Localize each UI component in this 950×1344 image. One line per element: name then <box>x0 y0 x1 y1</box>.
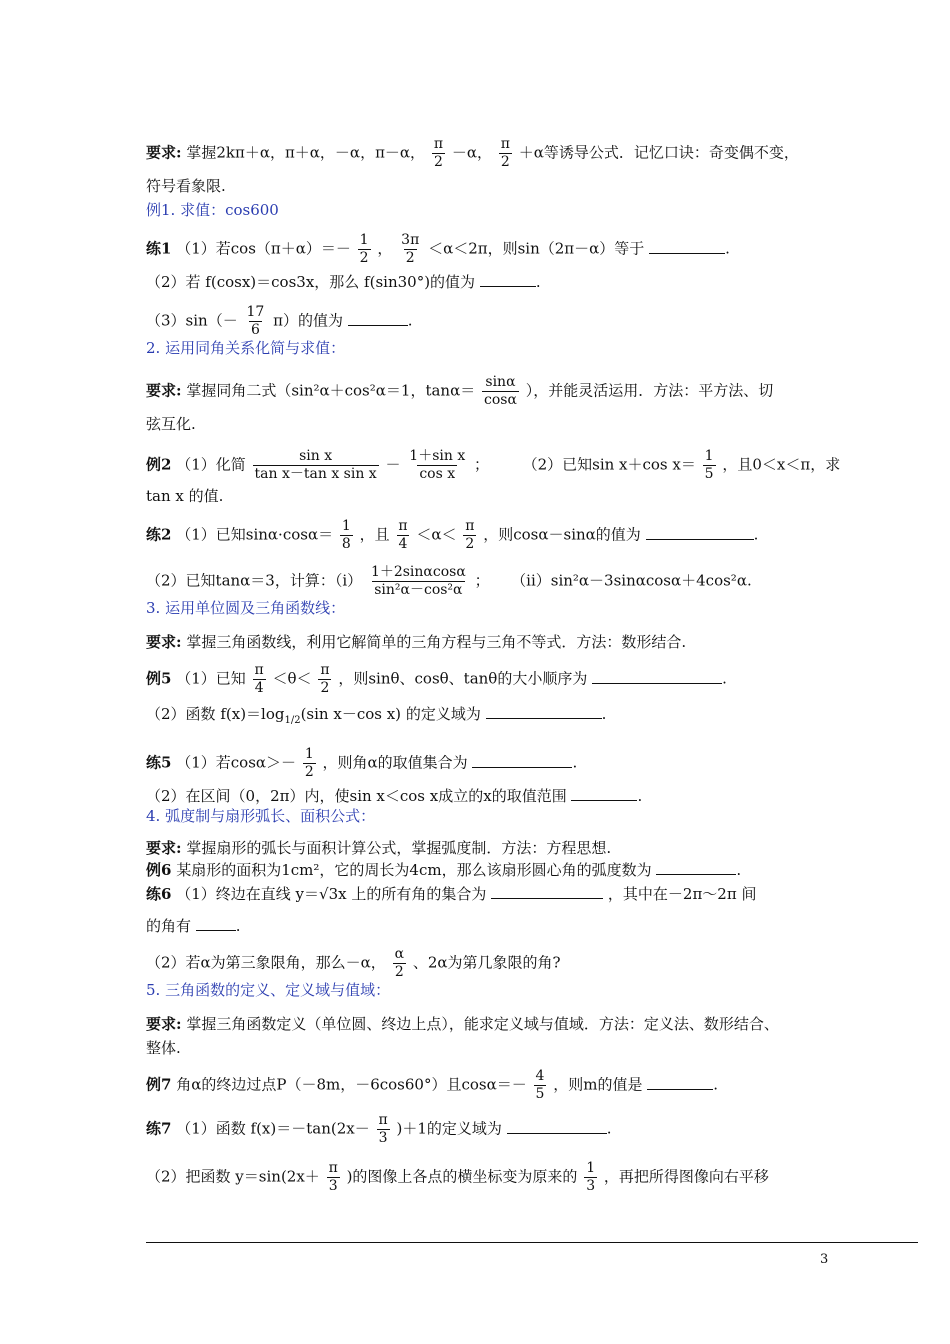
fraction: $\frac{\pi}{3}$ <box>328 1160 338 1194</box>
text: 掌握扇形的弧长与面积计算公式，掌握弧度制．方法：方程思想. <box>186 839 612 857</box>
text: （1）已知 <box>176 669 246 688</box>
text: （2）若 f(cosx)＝cos3x，那么 f(sin30°)的值为 <box>146 273 476 291</box>
text: ＜α＜2π，则sin（2π－α）等于 <box>428 239 645 258</box>
text: ； <box>474 571 490 590</box>
fraction: $\frac{1}{5}$ <box>704 448 714 482</box>
text: 、2α为第几象限的角? <box>412 953 561 972</box>
practice-5-2: （2）在区间（0，2π）内，使sin x＜cos x成立的x的取值范围 . <box>146 787 643 805</box>
label: 例5 <box>146 669 172 688</box>
answer-blank[interactable] <box>571 786 637 801</box>
label: 例2 <box>146 455 172 474</box>
practice-1-3: （3）sin（－ $\frac{17}{6}$ π）的值为 . <box>146 304 413 338</box>
fraction: $\frac{\pi}{4}$ <box>254 662 264 696</box>
example-6: 例6 某扇形的面积为1cm²，它的周长为4cm，那么该扇形圆心角的弧度数为 . <box>146 861 742 879</box>
text: ，则sinθ、cosθ、tanθ的大小顺序为 <box>338 669 588 688</box>
text: 角α的终边过点P（－8m，－6cos60°）且cosα＝－ <box>176 1075 527 1094</box>
text: ，且0＜x＜π，求 <box>722 455 841 474</box>
fraction: $\frac{1}{3}$ <box>586 1160 596 1194</box>
fraction: $\frac{4}{5}$ <box>535 1068 545 1102</box>
text: ＋α等诱导公式．记忆口诀：奇变偶不变， <box>518 143 799 162</box>
label: 例6 <box>146 861 172 879</box>
text: )的图像上各点的横坐标变为原来的 <box>346 1167 578 1186</box>
text: 掌握三角函数定义（单位圆、终边上点），能求定义域与值域．方法：定义法、数形结合、 <box>186 1015 779 1033</box>
practice-6-2 <box>146 946 561 981</box>
fraction: $\frac{\pi}{2}$ <box>465 518 475 552</box>
answer-blank[interactable] <box>196 916 236 931</box>
text: （2）已知sin x＋cos x＝ <box>522 455 696 474</box>
label: 练2 <box>146 525 172 544</box>
text: 掌握同角二式（sin²α＋cos²α＝1，tanα＝ <box>186 381 476 400</box>
answer-blank[interactable] <box>649 239 725 254</box>
section-heading-4: 4. 弧度制与扇形弧长、面积公式： <box>146 807 376 825</box>
text: ， <box>377 239 393 258</box>
requirement-3 <box>146 632 686 652</box>
text: )＋1的定义域为 <box>396 1119 502 1138</box>
label: 要求: <box>146 1015 182 1033</box>
page-number: 3 <box>820 1252 829 1267</box>
log-base: 1/2 <box>284 715 301 726</box>
fraction: $\frac{1}{8}$ <box>341 518 351 552</box>
text: 的角有 <box>146 917 192 935</box>
example-2 <box>146 448 840 483</box>
example-1: 例1. 求值：cos600 <box>146 201 279 219</box>
section-heading-5: 5. 三角函数的定义、定义域与值域： <box>146 981 391 999</box>
fraction: $\frac{\pi}{2}$ <box>500 136 510 170</box>
answer-blank[interactable] <box>491 884 603 899</box>
text: ＜α＜ <box>416 525 457 544</box>
text: ，且 <box>359 525 390 544</box>
fraction: $\frac{\alpha}{2}$ <box>394 946 405 980</box>
section-heading-3: 3. 运用单位圆及三角函数线： <box>146 599 346 617</box>
requirement-5 <box>146 1014 779 1034</box>
text: （3）sin（－ <box>146 311 238 330</box>
label: 例7 <box>146 1075 172 1094</box>
fraction: $\frac{1}{2}$ <box>359 232 369 266</box>
text: f(x)＝log <box>220 705 285 723</box>
practice-7-2 <box>146 1160 769 1195</box>
text: ，则m的值是 <box>553 1075 643 1094</box>
text: （1）若cos（π＋α）＝－ <box>176 239 351 258</box>
label: 练5 <box>146 753 172 772</box>
text: － <box>385 455 401 474</box>
fraction: $\frac{1}{2}$ <box>304 746 314 780</box>
label: 要求: <box>146 143 182 162</box>
line-requirement-1 <box>146 136 799 171</box>
practice-2: 练2 （1）已知sinα·cosα＝ $\frac{1}{8}$ ，且 $\frac{\pi}{4}$ ＜α＜ $\frac{\pi}{2}$ ，则cosα－sinα的值为 . <box>146 518 759 552</box>
text: （1）终边在直线 y＝√3x 上的所有角的集合为 <box>176 885 487 903</box>
fraction: $\frac{\pi}{2}$ <box>320 662 330 696</box>
label: 要求: <box>146 839 182 857</box>
answer-blank[interactable] <box>472 753 572 768</box>
example-5: 例5 （1）已知 $\frac{\pi}{4}$ ＜θ＜ $\frac{\pi}{2}$ ，则sinθ、cosθ、tanθ的大小顺序为 . <box>146 662 727 696</box>
fraction: $\frac{\pi}{2}$ <box>433 136 444 170</box>
text: （1）若cosα＞－ <box>176 753 297 772</box>
text: ），并能灵活运用．方法：平方法、切 <box>525 381 774 400</box>
answer-blank[interactable] <box>348 311 408 326</box>
text: －α， <box>451 143 492 162</box>
line-24: 整体. <box>146 1039 181 1057</box>
answer-blank[interactable] <box>507 1119 607 1134</box>
text: ，则cosα－sinα的值为 <box>483 525 641 544</box>
line-8: 弦互化. <box>146 415 196 433</box>
fraction: $\frac{\text{sin x}}{\text{tan x－tan x sin x}}$ <box>254 448 377 482</box>
text: （2）已知tanα＝3，计算：（i） <box>146 571 363 590</box>
text: ； <box>474 455 490 474</box>
text: （2）在区间（0，2π）内，使sin x＜cos x成立的x的取值范围 <box>146 787 567 805</box>
practice-2-2 <box>146 564 752 599</box>
fraction: $\frac{\pi}{3}$ <box>378 1112 388 1146</box>
text: （2）把函数 y＝sin(2x＋ <box>146 1167 320 1186</box>
practice-6 <box>146 884 756 904</box>
requirement-4 <box>146 838 611 858</box>
text: （2）函数 <box>146 705 216 723</box>
text: 的定义域为 <box>405 705 481 723</box>
line-2: 符号看象限. <box>146 177 226 195</box>
fraction: $\frac{17}{6}$ <box>246 304 265 338</box>
label: 要求: <box>146 633 182 651</box>
text: ＜θ＜ <box>272 669 312 688</box>
text: π）的值为 <box>273 311 343 330</box>
answer-blank[interactable] <box>646 525 754 540</box>
footer-divider <box>146 1242 918 1243</box>
text: ，其中在－2π～2π 间 <box>607 885 757 903</box>
text: （1）已知sinα·cosα＝ <box>176 525 334 544</box>
answer-blank[interactable] <box>486 704 602 719</box>
label: 练7 <box>146 1119 172 1138</box>
practice-1-2: （2）若 f(cosx)＝cos3x，那么 f(sin30°)的值为 . <box>146 273 541 291</box>
practice-5: 练5 （1）若cosα＞－ $\frac{1}{2}$ ，则角α的取值集合为 . <box>146 746 578 780</box>
practice-7: 练7 （1）函数 f(x)＝－tan(2x－ $\frac{\pi}{3}$ )＋1的定义域为 . <box>146 1112 612 1146</box>
fraction: $\frac{3\pi}{2}$ <box>401 232 420 266</box>
answer-blank[interactable] <box>480 272 536 287</box>
text: （1）化简 <box>176 455 246 474</box>
fraction: $\frac{\text{1＋sin x}}{\text{cos x}}$ <box>409 448 466 482</box>
text: （ii）sin²α－3sinαcosα＋4cos²α. <box>511 571 752 590</box>
answer-blank[interactable] <box>592 669 722 684</box>
section-heading-2: 2. 运用同角关系化简与求值： <box>146 339 346 357</box>
text: 掌握2kπ＋α，π＋α，－α，π－α， <box>186 143 426 162</box>
text: 某扇形的面积为1cm²，它的周长为4cm，那么该扇形圆心角的弧度数为 <box>176 861 652 879</box>
text: ，则角α的取值集合为 <box>322 753 468 772</box>
practice-1: 练1 （1）若cos（π＋α）＝－ $\frac{1}{2}$ ， $\frac{3\pi}{2}$ ＜α＜2π，则sin（2π－α）等于 . <box>146 232 730 266</box>
text: （2）若α为第三象限角，那么－α， <box>146 953 386 972</box>
label: 练1 <box>146 239 172 258</box>
label: 要求: <box>146 381 182 400</box>
text: （1）函数 f(x)＝－tan(2x－ <box>176 1119 370 1138</box>
fraction: $\frac{1+2\sin\alpha\cos\alpha}{\text{sin²α－cos²α}}$ <box>370 564 466 598</box>
example-7: 例7 角α的终边过点P（－8m，－6cos60°）且cosα＝－ $\frac{4}{5}$ ，则m的值是 . <box>146 1068 719 1102</box>
line-21: 的角有 . <box>146 917 241 935</box>
label: 练6 <box>146 885 172 903</box>
fraction: $\frac{\pi}{4}$ <box>398 518 408 552</box>
answer-blank[interactable] <box>656 860 736 875</box>
requirement-2 <box>146 374 773 409</box>
example-5-2: （2）函数 $f(x)=\log_{1/2}(\sin$ x－cos x) 的定义域为 . <box>146 705 607 726</box>
text: ，再把所得图像向右平移 <box>603 1167 769 1186</box>
answer-blank[interactable] <box>647 1075 713 1090</box>
fraction: $\frac{\sin\alpha}{\cos\alpha}$ <box>484 374 517 408</box>
text: (sin x－cos x) <box>300 705 402 723</box>
line-10: tan x 的值. <box>146 487 224 505</box>
text: 掌握三角函数线，利用它解简单的三角方程与三角不等式．方法：数形结合. <box>186 633 687 651</box>
